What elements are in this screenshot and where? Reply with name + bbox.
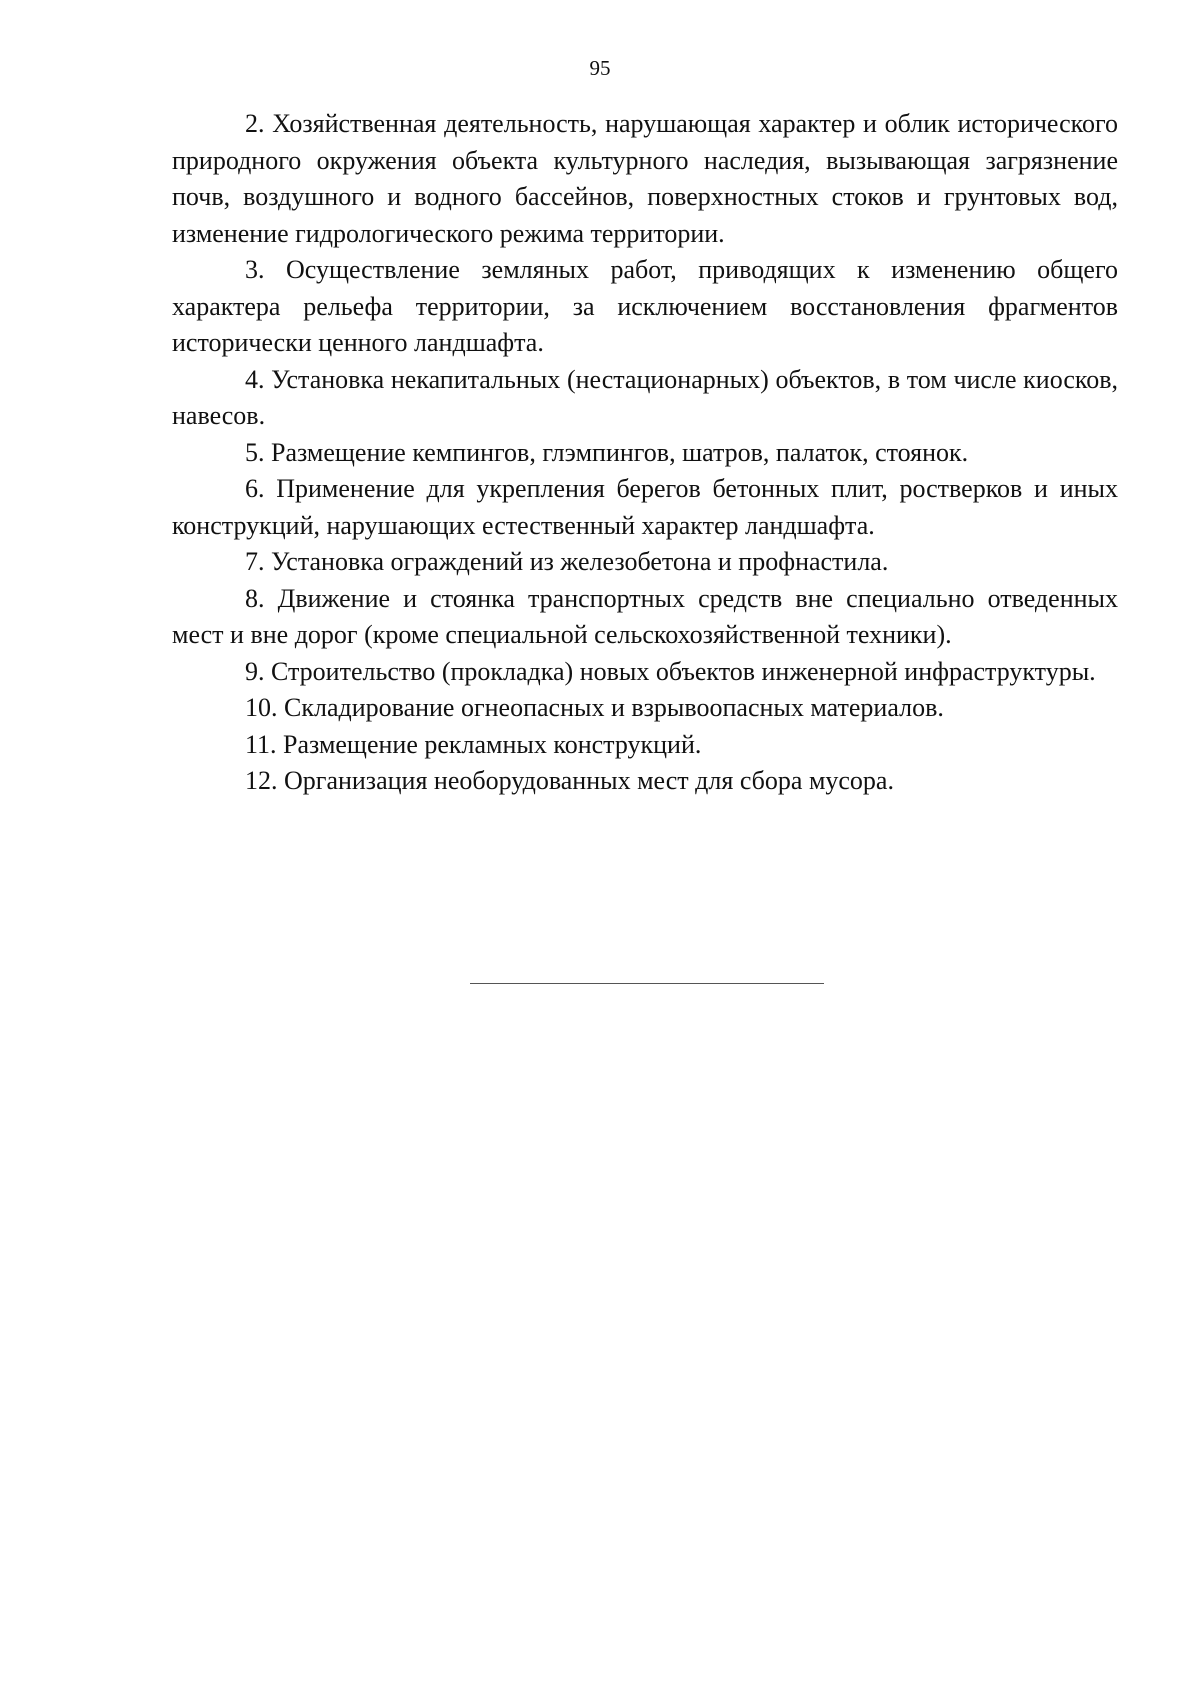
list-item: 3. Осуществление земляных работ, приводящих к изменению общего характера рельефа территории, за исключением восстановления фрагментов исторически ценного ландшафта. xyxy=(172,255,1118,357)
end-divider xyxy=(470,983,824,984)
list-item: 12. Организация необорудованных мест для сбора мусора. xyxy=(245,766,894,795)
list-item: 4. Установка некапитальных (нестационарных) объектов, в том числе киосков, навесов. xyxy=(172,364,1118,430)
list-item: 11. Размещение рекламных конструкций. xyxy=(245,729,702,759)
page-number: 95 xyxy=(589,56,611,80)
list-item: 10. Складирование огнеопасных и взрывоопасных материалов. xyxy=(245,693,944,722)
document-body xyxy=(172,106,1118,800)
list-item: 6. Применение для укрепления берегов бетонных плит, ростверков и иных конструкций, нарушающих естественный характер ландшафта. xyxy=(172,474,1118,540)
list-item: 2. Хозяйственная деятельность, нарушающая характер и облик исторического природного окружения объекта культурного наследия, вызывающая загрязнение почв, воздушного и водного бассейнов, поверхностных стоков и грунтовых вод, изменение гидрологического режима территории. xyxy=(172,109,1118,248)
list-item: 9. Строительство (прокладка) новых объектов инженерной инфраструктуры. xyxy=(245,656,1096,686)
list-item: 8. Движение и стоянка транспортных средств вне специально отведенных мест и вне дорог (кроме специальной сельскохозяйственной техники). xyxy=(172,583,1118,649)
list-item: 5. Размещение кемпингов, глэмпингов, шатров, палаток, стоянок. xyxy=(245,437,969,467)
list-item: 7. Установка ограждений из железобетона и профнастила. xyxy=(245,547,889,576)
